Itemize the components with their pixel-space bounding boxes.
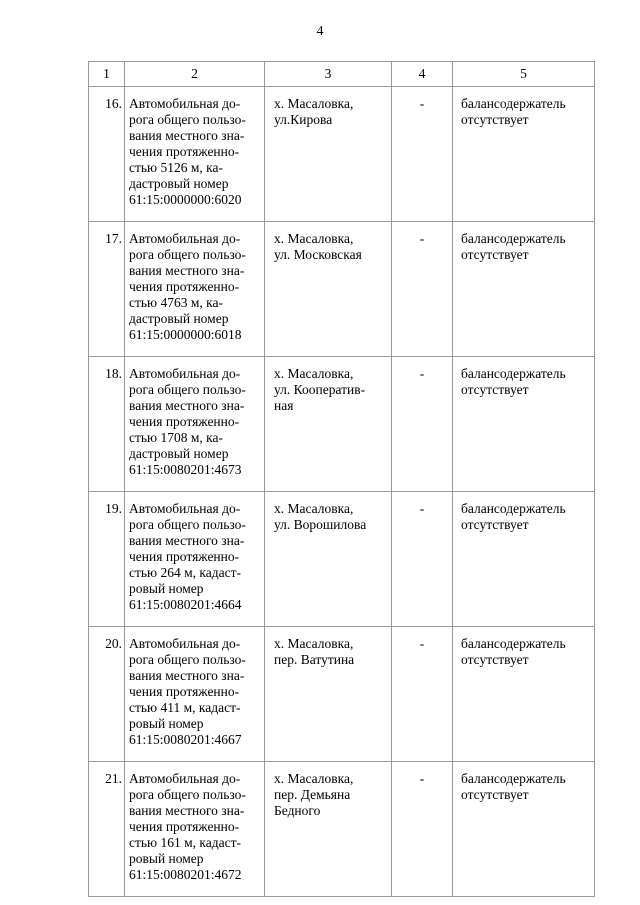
balance-holder xyxy=(453,222,595,357)
address-line: х. Масаловка, xyxy=(274,771,354,786)
holder-line: балансодержатель xyxy=(461,501,566,516)
address-line: Бедного xyxy=(274,803,321,818)
object-description xyxy=(125,762,265,897)
area-value: - xyxy=(392,222,453,357)
table-row xyxy=(89,627,595,762)
address-line: ул. Московская xyxy=(274,247,362,262)
table-row xyxy=(89,87,595,222)
object-line: вания местного зна- xyxy=(129,533,245,548)
object-line: стью 1708 м, ка- xyxy=(129,430,224,445)
object-line: 61:15:0080201:4673 xyxy=(129,462,242,477)
object-line: 61:15:0000000:6020 xyxy=(129,192,242,207)
holder-line: балансодержатель xyxy=(461,231,566,246)
object-line: ровый номер xyxy=(129,716,204,731)
table-row xyxy=(89,492,595,627)
table-row xyxy=(89,762,595,897)
address xyxy=(265,762,392,897)
address-line: пер. Демьяна xyxy=(274,787,351,802)
holder-line: отсутствует xyxy=(461,787,529,802)
object-description xyxy=(125,627,265,762)
column-header-4: 4 xyxy=(392,62,453,87)
object-line: чения протяженно- xyxy=(129,819,240,834)
object-line: Автомобильная до- xyxy=(129,636,241,651)
object-line: стью 264 м, кадаст- xyxy=(129,565,242,580)
table-row xyxy=(89,357,595,492)
address xyxy=(265,357,392,492)
balance-holder xyxy=(453,357,595,492)
column-header-1: 1 xyxy=(89,62,125,87)
object-description xyxy=(125,222,265,357)
address-line: х. Масаловка, xyxy=(274,96,354,111)
address-line: х. Масаловка, xyxy=(274,366,354,381)
area-value: - xyxy=(392,492,453,627)
object-line: стью 161 м, кадаст- xyxy=(129,835,242,850)
table-row xyxy=(89,222,595,357)
object-line: рога общего пользо- xyxy=(129,112,246,127)
object-line: чения протяженно- xyxy=(129,144,240,159)
address xyxy=(265,627,392,762)
object-description xyxy=(125,87,265,222)
object-line: 61:15:0080201:4672 xyxy=(129,867,242,882)
object-line: чения протяженно- xyxy=(129,549,240,564)
holder-line: балансодержатель xyxy=(461,771,566,786)
area-value: - xyxy=(392,87,453,222)
object-line: вания местного зна- xyxy=(129,803,245,818)
object-line: вания местного зна- xyxy=(129,128,245,143)
address xyxy=(265,87,392,222)
row-number: 19. xyxy=(89,492,125,627)
object-line: чения протяженно- xyxy=(129,414,240,429)
address xyxy=(265,222,392,357)
balance-holder xyxy=(453,762,595,897)
object-line: дастровый номер xyxy=(129,446,229,461)
object-line: стью 4763 м, ка- xyxy=(129,295,224,310)
object-line: вания местного зна- xyxy=(129,398,245,413)
holder-line: отсутствует xyxy=(461,517,529,532)
holder-line: отсутствует xyxy=(461,382,529,397)
object-line: 61:15:0000000:6018 xyxy=(129,327,242,342)
row-number: 20. xyxy=(89,627,125,762)
holder-line: балансодержатель xyxy=(461,366,566,381)
holder-line: отсутствует xyxy=(461,652,529,667)
holder-line: отсутствует xyxy=(461,247,529,262)
object-line: Автомобильная до- xyxy=(129,501,241,516)
object-line: вания местного зна- xyxy=(129,668,245,683)
balance-holder xyxy=(453,87,595,222)
address-line: х. Масаловка, xyxy=(274,501,354,516)
object-line: стью 5126 м, ка- xyxy=(129,160,224,175)
object-line: чения протяженно- xyxy=(129,684,240,699)
object-line: рога общего пользо- xyxy=(129,652,246,667)
object-line: ровый номер xyxy=(129,851,204,866)
address-line: ул. Кооператив- xyxy=(274,382,366,397)
object-line: рога общего пользо- xyxy=(129,382,246,397)
address xyxy=(265,492,392,627)
address-line: х. Масаловка, xyxy=(274,636,354,651)
object-description xyxy=(125,357,265,492)
address-line: ул. Ворошилова xyxy=(274,517,367,532)
column-header-3: 3 xyxy=(265,62,392,87)
column-header-5: 5 xyxy=(453,62,595,87)
object-line: рога общего пользо- xyxy=(129,517,246,532)
table-header-row xyxy=(89,62,595,87)
object-line: Автомобильная до- xyxy=(129,231,241,246)
object-line: дастровый номер xyxy=(129,176,229,191)
balance-holder xyxy=(453,627,595,762)
object-line: рога общего пользо- xyxy=(129,787,246,802)
column-header-2: 2 xyxy=(125,62,265,87)
object-line: стью 411 м, кадаст- xyxy=(129,700,241,715)
area-value: - xyxy=(392,627,453,762)
area-value: - xyxy=(392,762,453,897)
address-line: пер. Ватутина xyxy=(274,652,355,667)
object-line: 61:15:0080201:4667 xyxy=(129,732,242,747)
row-number: 21. xyxy=(89,762,125,897)
object-line: чения протяженно- xyxy=(129,279,240,294)
row-number: 17. xyxy=(89,222,125,357)
holder-line: балансодержатель xyxy=(461,96,566,111)
object-line: ровый номер xyxy=(129,581,204,596)
address-line: ул.Кирова xyxy=(274,112,333,127)
area-value: - xyxy=(392,357,453,492)
row-number: 18. xyxy=(89,357,125,492)
holder-line: отсутствует xyxy=(461,112,529,127)
object-line: дастровый номер xyxy=(129,311,229,326)
object-line: рога общего пользо- xyxy=(129,247,246,262)
holder-line: балансодержатель xyxy=(461,636,566,651)
object-line: вания местного зна- xyxy=(129,263,245,278)
property-table xyxy=(88,61,595,897)
page-number: 4 xyxy=(316,24,324,39)
object-line: Автомобильная до- xyxy=(129,771,241,786)
balance-holder xyxy=(453,492,595,627)
object-line: Автомобильная до- xyxy=(129,366,241,381)
object-line: Автомобильная до- xyxy=(129,96,241,111)
address-line: х. Масаловка, xyxy=(274,231,354,246)
address-line: ная xyxy=(274,398,294,413)
row-number: 16. xyxy=(89,87,125,222)
object-description xyxy=(125,492,265,627)
object-line: 61:15:0080201:4664 xyxy=(129,597,242,612)
